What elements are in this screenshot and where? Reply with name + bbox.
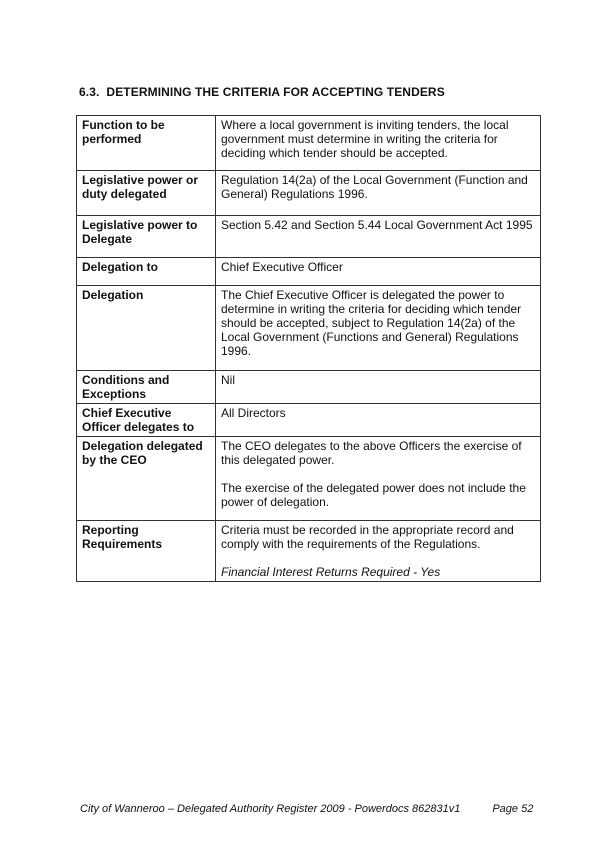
table-row bbox=[77, 171, 541, 216]
section-heading bbox=[79, 85, 445, 99]
row-text: Where a local government is inviting tenders, the local government must determine in writing the criteria for deciding which tender should be accepted. bbox=[221, 118, 509, 160]
row-text: The CEO delegates to the above Officers the exercise of this delegated power. bbox=[221, 439, 522, 467]
row-value bbox=[216, 404, 541, 437]
row-label: Chief Executive Officer delegates to bbox=[77, 404, 216, 437]
row-text: Financial Interest Returns Required - Yes bbox=[221, 565, 441, 579]
row-label: Delegation to bbox=[77, 258, 216, 286]
row-value bbox=[216, 286, 541, 371]
row-text: Regulation 14(2a) of the Local Government (Function and General) Regulations 1996. bbox=[221, 173, 528, 201]
row-label: Delegation delegated by the CEO bbox=[77, 437, 216, 521]
row-text: The Chief Executive Officer is delegated the power to determine in writing the criteria for deciding which tender should be accepted, subject to Regulation 14(2a) of the Local Government (Functions and General) Regulations 1996. bbox=[221, 288, 522, 358]
row-label: Delegation bbox=[77, 286, 216, 371]
table-row bbox=[77, 437, 541, 521]
row-value bbox=[216, 216, 541, 258]
row-label: Conditions and Exceptions bbox=[77, 371, 216, 404]
row-text: Nil bbox=[221, 373, 235, 387]
table-row bbox=[77, 521, 541, 582]
page-number: Page 52 bbox=[492, 803, 534, 815]
row-value bbox=[216, 371, 541, 404]
row-value bbox=[216, 258, 541, 286]
row-text: The exercise of the delegated power does not include the power of delegation. bbox=[221, 481, 526, 509]
section-number: 6.3. bbox=[79, 85, 100, 99]
page-footer bbox=[80, 803, 533, 815]
row-text: All Directors bbox=[221, 406, 286, 420]
table-row bbox=[77, 286, 541, 371]
row-text: Criteria must be recorded in the appropriate record and comply with the requirements of the Regulations. bbox=[221, 523, 514, 551]
section-title: DETERMINING THE CRITERIA FOR ACCEPTING TENDERS bbox=[106, 85, 445, 99]
table-row bbox=[77, 404, 541, 437]
row-label: Legislative power to Delegate bbox=[77, 216, 216, 258]
delegation-table bbox=[76, 115, 541, 582]
row-value bbox=[216, 521, 541, 582]
row-value bbox=[216, 171, 541, 216]
row-label: Function to be performed bbox=[77, 116, 216, 171]
table-row bbox=[77, 258, 541, 286]
row-text: Chief Executive Officer bbox=[221, 260, 343, 274]
footer-text: City of Wanneroo – Delegated Authority Register 2009 - Powerdocs 862831v1 bbox=[80, 803, 461, 815]
table-row bbox=[77, 371, 541, 404]
row-text: Section 5.42 and Section 5.44 Local Government Act 1995 bbox=[221, 218, 533, 232]
row-label: Legislative power or duty delegated bbox=[77, 171, 216, 216]
table-row bbox=[77, 216, 541, 258]
row-label: Reporting Requirements bbox=[77, 521, 216, 582]
row-value bbox=[216, 437, 541, 521]
table-row bbox=[77, 116, 541, 171]
row-value bbox=[216, 116, 541, 171]
